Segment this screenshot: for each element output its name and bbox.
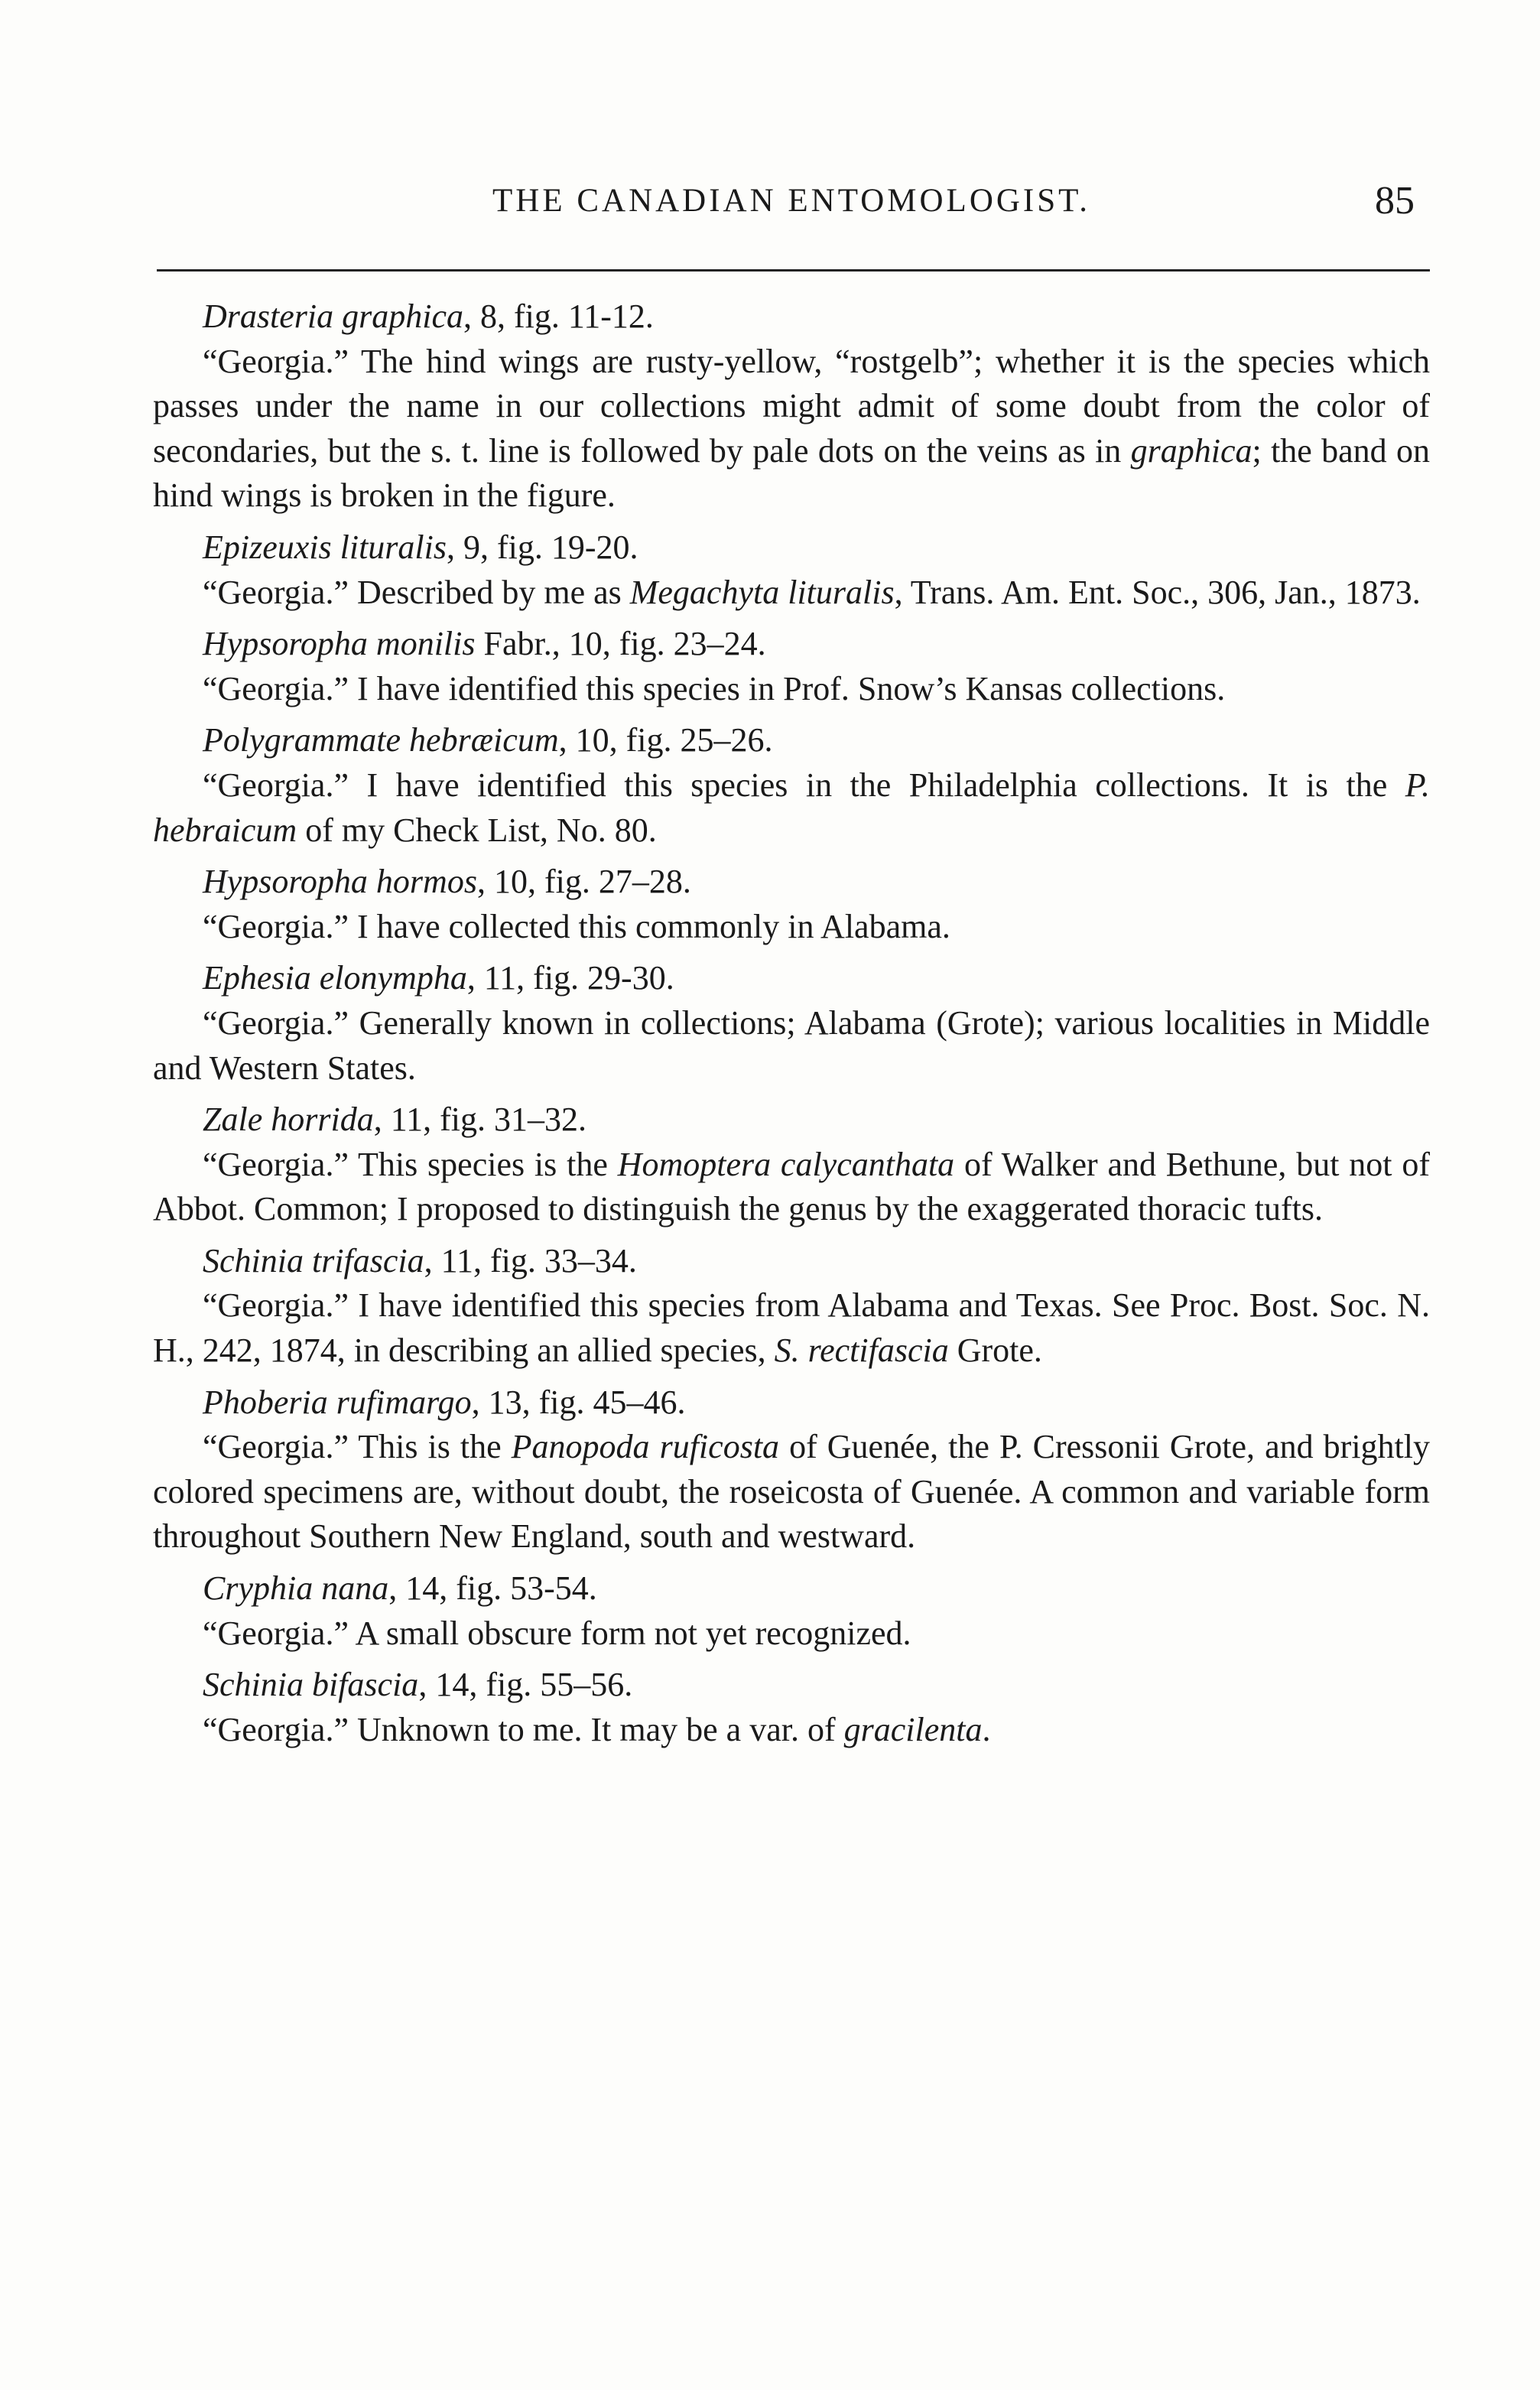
note-text: “Georgia.” Unknown to me. It may be a var. of — [203, 1710, 844, 1748]
species-note — [153, 1001, 1430, 1091]
note-text: “Georgia.” I have identified this species from Alabama and Texas. See Proc. Bost. Soc. N. H., 242, 1874, in describing an allied species, — [153, 1286, 1430, 1370]
note-text-end: ; the band on hind wings is broken in the figure. — [153, 431, 1430, 515]
note-text: “Georgia.” This species is the — [203, 1145, 618, 1183]
species-heading — [153, 1239, 1430, 1284]
species-entry — [153, 1380, 1430, 1559]
species-name: Hypsoropha monilis — [203, 625, 476, 663]
species-heading — [153, 525, 1430, 571]
species-entry — [153, 1566, 1430, 1656]
note-text: “Georgia.” A small obscure form not yet recognized. — [203, 1614, 911, 1652]
note-text: “Georgia.” The hind wings are rusty-yellow, “rostgelb”; whether it is the species which passes under the name in our collections might admit of some doubt from the color of secondaries, but the s. t. line is followed by pale dots on the veins as in — [153, 342, 1430, 470]
note-italic: graphica — [1130, 431, 1252, 470]
species-note — [153, 763, 1430, 853]
note-italic: Homoptera calycanthata — [617, 1145, 955, 1183]
note-text-end: Grote. — [948, 1332, 1042, 1370]
species-name: Drasteria graphica — [203, 298, 463, 335]
species-name: Schinia bifascia — [203, 1666, 419, 1704]
species-heading — [153, 1380, 1430, 1426]
species-name: Cryphia nana — [203, 1569, 389, 1608]
note-text-end: of my Check List, No. 80. — [297, 811, 657, 849]
note-text-end: . — [982, 1710, 991, 1748]
note-text-end: of Walker and Bethune, but not of Abbot. Common; I proposed to distinguish the genus by the exaggerated thoracic tufts. — [153, 1145, 1430, 1228]
running-head: THE CANADIAN ENTOMOLOGIST. — [492, 183, 1090, 219]
note-text-end: of Guenée, the P. Cressonii Grote, and brightly colored specimens are, without doubt, the roseicosta of Guenée. A common and variable form throughout Southern New England, south and westward. — [153, 1428, 1430, 1556]
note-text: “Georgia.” I have identified this species in the Philadelphia collections. It is the — [203, 766, 1405, 804]
species-name: Hypsoropha hormos — [203, 863, 477, 901]
species-note — [153, 571, 1430, 616]
species-name: Epizeuxis lituralis — [203, 528, 447, 566]
note-text: “Georgia.” Described by me as — [203, 573, 630, 611]
note-italic: gracilenta — [843, 1710, 983, 1748]
note-text-end: , Trans. Am. Ent. Soc., 306, Jan., 1873. — [894, 573, 1421, 611]
figure-reference: , 14, fig. 53-54. — [388, 1569, 597, 1608]
note-text: “Georgia.” I have identified this species in Prof. Snow’s Kansas collections. — [203, 669, 1226, 707]
body-text — [153, 294, 1430, 1759]
figure-reference: , 11, fig. 31–32. — [373, 1101, 586, 1139]
species-name: Schinia trifascia — [203, 1241, 424, 1280]
species-heading — [153, 622, 1430, 667]
note-italic: P. hebraicum — [153, 766, 1430, 849]
figure-reference: , 13, fig. 45–46. — [471, 1383, 686, 1421]
species-note — [153, 1425, 1430, 1559]
species-heading — [153, 1663, 1430, 1708]
note-text: “Georgia.” I have collected this commonly in Alabama. — [203, 907, 950, 945]
page-number: 85 — [1375, 179, 1415, 223]
note-italic: S. rectifascia — [774, 1332, 949, 1370]
species-heading — [153, 718, 1430, 763]
species-name: Polygrammate hebræicum — [203, 721, 559, 759]
note-text: “Georgia.” Generally known in collections; Alabama (Grote); various localities in Middle and Western States. — [153, 1003, 1430, 1087]
species-note — [153, 1708, 1430, 1753]
species-entry — [153, 622, 1430, 711]
species-heading — [153, 294, 1430, 340]
species-entry — [153, 718, 1430, 853]
species-entry — [153, 294, 1430, 519]
page-header — [153, 174, 1430, 228]
species-entry — [153, 1097, 1430, 1232]
species-name: Phoberia rufimargo — [203, 1383, 472, 1421]
species-entry — [153, 1239, 1430, 1374]
species-entry — [153, 860, 1430, 949]
note-italic: Panopoda ruficosta — [511, 1428, 780, 1466]
species-heading — [153, 956, 1430, 1001]
species-heading — [153, 1566, 1430, 1611]
species-note — [153, 1143, 1430, 1232]
figure-reference: , 14, fig. 55–56. — [418, 1666, 633, 1704]
species-heading — [153, 1097, 1430, 1143]
figure-reference: , 11, fig. 33–34. — [424, 1241, 637, 1280]
species-note — [153, 1611, 1430, 1657]
species-name: Zale horrida — [203, 1101, 374, 1139]
species-note — [153, 340, 1430, 519]
figure-reference: , 10, fig. 27–28. — [476, 863, 691, 901]
figure-reference: , 10, fig. 25–26. — [558, 721, 773, 759]
header-rule — [157, 269, 1430, 272]
species-note — [153, 667, 1430, 712]
species-entry — [153, 1663, 1430, 1752]
note-text: “Georgia.” This is the — [203, 1428, 512, 1466]
species-entry — [153, 956, 1430, 1091]
species-note — [153, 905, 1430, 950]
figure-reference: , 11, fig. 29-30. — [466, 959, 674, 997]
figure-reference: , 8, fig. 11-12. — [463, 298, 654, 335]
note-italic: Megachyta lituralis — [629, 573, 895, 611]
figure-reference: , 9, fig. 19-20. — [447, 528, 638, 566]
figure-reference: Fabr., 10, fig. 23–24. — [475, 625, 766, 663]
species-entry — [153, 525, 1430, 615]
species-heading — [153, 860, 1430, 905]
species-name: Ephesia elonympha — [203, 959, 467, 997]
species-note — [153, 1283, 1430, 1373]
